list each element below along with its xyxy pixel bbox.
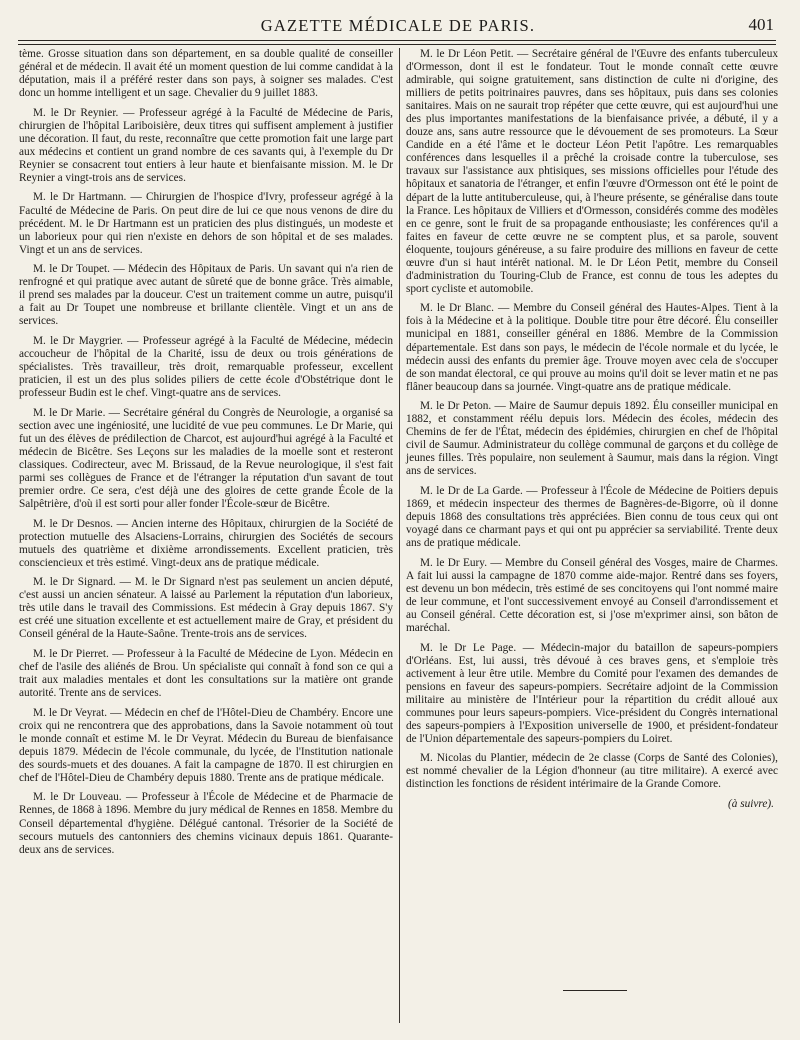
paragraph: M. le Dr Desnos. — Ancien interne des Hôpitaux, chirurgien de la Société de protection mutuelle des Alsaciens-Lorrains, chirurgien des Sociétés de secours mutuels des quatrième et dixième arrondissements. Excellent praticien, très consciencieux et très estimé. Vingt-deux ans de pratique médicale. — [19, 517, 393, 569]
header-rule-thick — [18, 40, 776, 41]
to-be-continued-note: (à suivre). — [727, 798, 774, 811]
paragraph: M. le Dr Pierret. — Professeur à la Faculté de Médecine de Lyon. Médecin en chef de l'asile des aliénés de Brou. Un spécialiste qui connaît à fond son ce qui a trait aux maladies mentales et dont les consultations sur la matière ont grande autorité. Trente ans de services. — [19, 647, 393, 700]
paragraph: M. le Dr Louveau. — Professeur à l'École de Médecine et de Pharmacie de Rennes, de 1868 à 1896. Membre du jury médical de Rennes en 1858. Membre du Conseil départemental d'hygiène. Délégué cantonal. Trésorier de la Société de secours mutuels des cantonniers des chemins vicinaux depuis 1861. Quarante-deux ans de services. — [19, 791, 393, 856]
paragraph: M. le Dr Hartmann. — Chirurgien de l'hospice d'Ivry, professeur agrégé à la Faculté de Médecine de Paris. On peut dire de lui ce que nous venons de dire du précédent. M. le Dr Hartmann est un praticien des plus distingués, un modeste et un laborieux pour qui rien n'existe en dehors de son hôpital et de ses malades. Vingt et un ans de services. — [19, 191, 393, 256]
page-header — [22, 14, 774, 38]
paragraph: M. le Dr Veyrat. — Médecin en chef de l'Hôtel-Dieu de Chambéry. Encore une croix qui ne rencontrera que des approbations, dans la Savoie notamment où tout le monde connaît et estime M. le Dr Veyrat. Médecin du Bureau de bienfaisance depuis 1879. Médecin de l'école communale, du lycée, de l'Institution nationale des sourds-muets et des douanes. A fait la campagne de 1870. Il est chirurgien en chef de l'Hôtel-Dieu de Chambéry depuis 1880. Trente ans de pratique médicale. — [19, 706, 393, 784]
paragraph: M. le Dr Eury. — Membre du Conseil général des Vosges, maire de Charmes. A fait lui aussi la campagne de 1870 comme aide-major. Rentré dans ses foyers, est devenu un bon médecin, très estimé de ses concitoyens qui l'ont nommé maire de leur commune, et l'ont successivement envoyé au Conseil d'arrondissement et au Conseil général. Cette décoration est, si j'ose m'exprimer ainsi, son bâton de maréchal. — [406, 556, 778, 634]
journal-title: GAZETTE MÉDICALE DE PARIS. — [260, 16, 536, 35]
left-column — [19, 48, 393, 863]
end-rule — [563, 990, 627, 991]
paragraph: M. le Dr Léon Petit. — Secrétaire général de l'Œuvre des enfants tuberculeux d'Ormesson, dont il est le fondateur. Tout le monde connaît cette œuvre admirable, qui soigne gratuitement, sans distinction de culte ni d'origine, des milliers de petits poitrinaires pauvres, dans ses hôpitaux, puis dans ses colonies sanitaires. Mais on ne saurait trop répéter que cette œuvre, qui est aujourd'hui une des plus importantes manifestations de la bienfaisance privée, a débuté, il y a douze ans, sans autre ressource que le dévouement de ses promoteurs. La Sœur Candide en a été l'âme et le docteur Léon Petit l'apôtre. Les remarquables conférences dans lesquelles il a prêché la croisade contre la tuberculose, ses travaux sur l'assistance aux phtisiques, ses missions officielles pour l'étude des hôpitaux et sanatoria de l'étranger, et enfin l'œuvre d'Ormesson ont été le point de départ de la lutte antituberculeuse, qui, à l'heure présente, se généralise dans toute la France. Les hôpitaux de Villiers et d'Ormesson, considérés comme des modèles en ce genre, sont le fruit de sa propagande enthousiaste; les conférences qu'il a faites en faveur de cette œuvre ne se comptent plus, et sa parole, souvent éloquente, toujours généreuse, a su faire produire des millions en faveur de cette œuvre d'un si haut intérêt national. M. le Dr Léon Petit, membre du Conseil d'administration du Touring-Club de France, est connu de tous les adeptes du sport cycliste et automobile. — [406, 48, 778, 295]
paragraph: M. le Dr Toupet. — Médecin des Hôpitaux de Paris. Un savant qui n'a rien de renfrogné et qui pratique avec autant de sûreté que de bonne grâce. Très aimable, il prend ses malades par la douceur. C'est un traitement comme un autre, puisqu'il a fait au Dr Toupet une nombreuse et brillante clientèle. Vingt et un ans de services. — [19, 263, 393, 328]
header-rule-thin — [18, 44, 776, 45]
paragraph: M. le Dr Peton. — Maire de Saumur depuis 1892. Élu conseiller municipal en 1882, et constamment réélu depuis lors. Médecin des écoles, médecin des Chemins de fer de l'État, médecin des épidémies, chirurgien en chef de l'hôpital civil de Saumur. Administrateur du collège communal de garçons et du collège de jeunes filles. Très populaire, non seulement à Saumur, mais dans la région. Vingt ans de services. — [406, 400, 778, 478]
paragraph: M. le Dr Le Page. — Médecin-major du bataillon de sapeurs-pompiers d'Orléans. Est, lui aussi, très dévoué à ces braves gens, et s'emploie très activement à leur être utile. Membre du Comité pour l'examen des demandes de pensions en faveur des sapeurs-pompiers. Secrétaire adjoint de la Commission militaire au ministère de l'Intérieur pour la répartition du crédit alloué aux communes pour leurs sapeurs-pompiers. Vice-président du Congrès international des sapeurs-pompiers à l'Exposition universelle de 1900, et président-fondateur de l'Union départementale des sapeurs-pompiers du Loiret. — [406, 641, 778, 745]
right-column — [406, 48, 778, 818]
paragraph: M. le Dr Maygrier. — Professeur agrégé à la Faculté de Médecine, médecin accoucheur de l'hôpital de la Charité, issu de deux ou trois générations de spécialistes. Très travailleur, très droit, remarquable professeur, excellent praticien, il est un des plus solides piliers de cette école d'Obstétrique dont le professeur Budin est le chef. Vingt-quatre ans de services. — [19, 334, 393, 400]
page-number: 401 — [748, 15, 774, 34]
paragraph: M. le Dr de La Garde. — Professeur à l'École de Médecine de Poitiers depuis 1869, et médecin inspecteur des thermes de Bagnères-de-Bigorre, où il donne depuis 1868 des consultations très appréciées. Bien connu de tous ceux qui ont voyagé dans ce charmant pays et qui ont pu apprécier sa serviabilité. Trente deux ans de pratique médicale. — [406, 485, 778, 550]
paragraph: M. le Dr Blanc. — Membre du Conseil général des Hautes-Alpes. Tient à la fois à la Médecine et à la politique. Double titre pour être décoré. Élu conseiller municipal en 1881, conseiller général en 1886. Membre de la Commission départementale. Est dans son pays, le médecin de l'école normale et du lycée, le médecin aussi des enfants du premier âge. Trouve moyen avec cela de s'occuper de son mandat électoral, ce qui prouve au moins qu'il doit se lever matin et ne pas flâner beaucoup dans sa journée. Vingt-quatre ans de pratique médicale. — [406, 302, 778, 393]
paragraph: M. le Dr Signard. — M. le Dr Signard n'est pas seulement un ancien député, c'est aussi un ancien sénateur. A laissé au Parlement la réputation d'un laborieux, très utile dans le travail des Commissions. Est médecin à Gray depuis 1867. S'y est créé une situation excellente et est actuellement maire de Gray, et président du Conseil général de la Haute-Saône. Trente-trois ans de services. — [19, 576, 393, 641]
paragraph: M. le Dr Marie. — Secrétaire général du Congrès de Neurologie, a organisé sa section avec une ingéniosité, une lucidité de vue peu communes. Le Dr Marie, qui fut un des élèves de prédilection de Charcot, est aujourd'hui agrégé à la Faculté et médecin de Bicêtre. Ses Leçons sur les maladies de la moelle sont et resteront classiques. Codirecteur, avec M. Brissaud, de la Revue neurologique, il s'est fait parmi ses collègues de France et de l'étranger la réputation d'un savant de tout premier ordre. Ce sera, c'est déjà une des gloires de cette grande École de la Salpêtrière, d'où il est sorti pour aller fonder l'École-sœur de Bicêtre. — [19, 406, 393, 510]
paragraph: M. Nicolas du Plantier, médecin de 2e classe (Corps de Santé des Colonies), est nommé chevalier de la Légion d'honneur (au titre militaire). A exercé avec distinction les fonctions de résident intérimaire de la Grande Comore. — [406, 752, 778, 791]
paragraph: tème. Grosse situation dans son département, en sa double qualité de conseiller général et de médecin. Il avait été un moment question de lui comme candidat à la députation, mais il a préféré rester dans son pays, à soigner ses malades. C'est donc un homme intelligent et un sage. Chevalier du 9 juillet 1883. — [19, 48, 393, 100]
paragraph: M. le Dr Reynier. — Professeur agrégé à la Faculté de Médecine de Paris, chirurgien de l'hôpital Lariboisière, deux titres qui suffisent amplement à justifier une décoration. Il faut, du reste, reconnaître que cette promotion fait une large part aux médecins et contient un grand nombre de ces savants qui, à l'exemple du Dr Reynier se consacrent tout entiers à leur haute et bienfaisante mission. M. le Dr Reynier a vingt-trois ans de services. — [19, 106, 393, 184]
column-divider — [399, 48, 400, 1023]
